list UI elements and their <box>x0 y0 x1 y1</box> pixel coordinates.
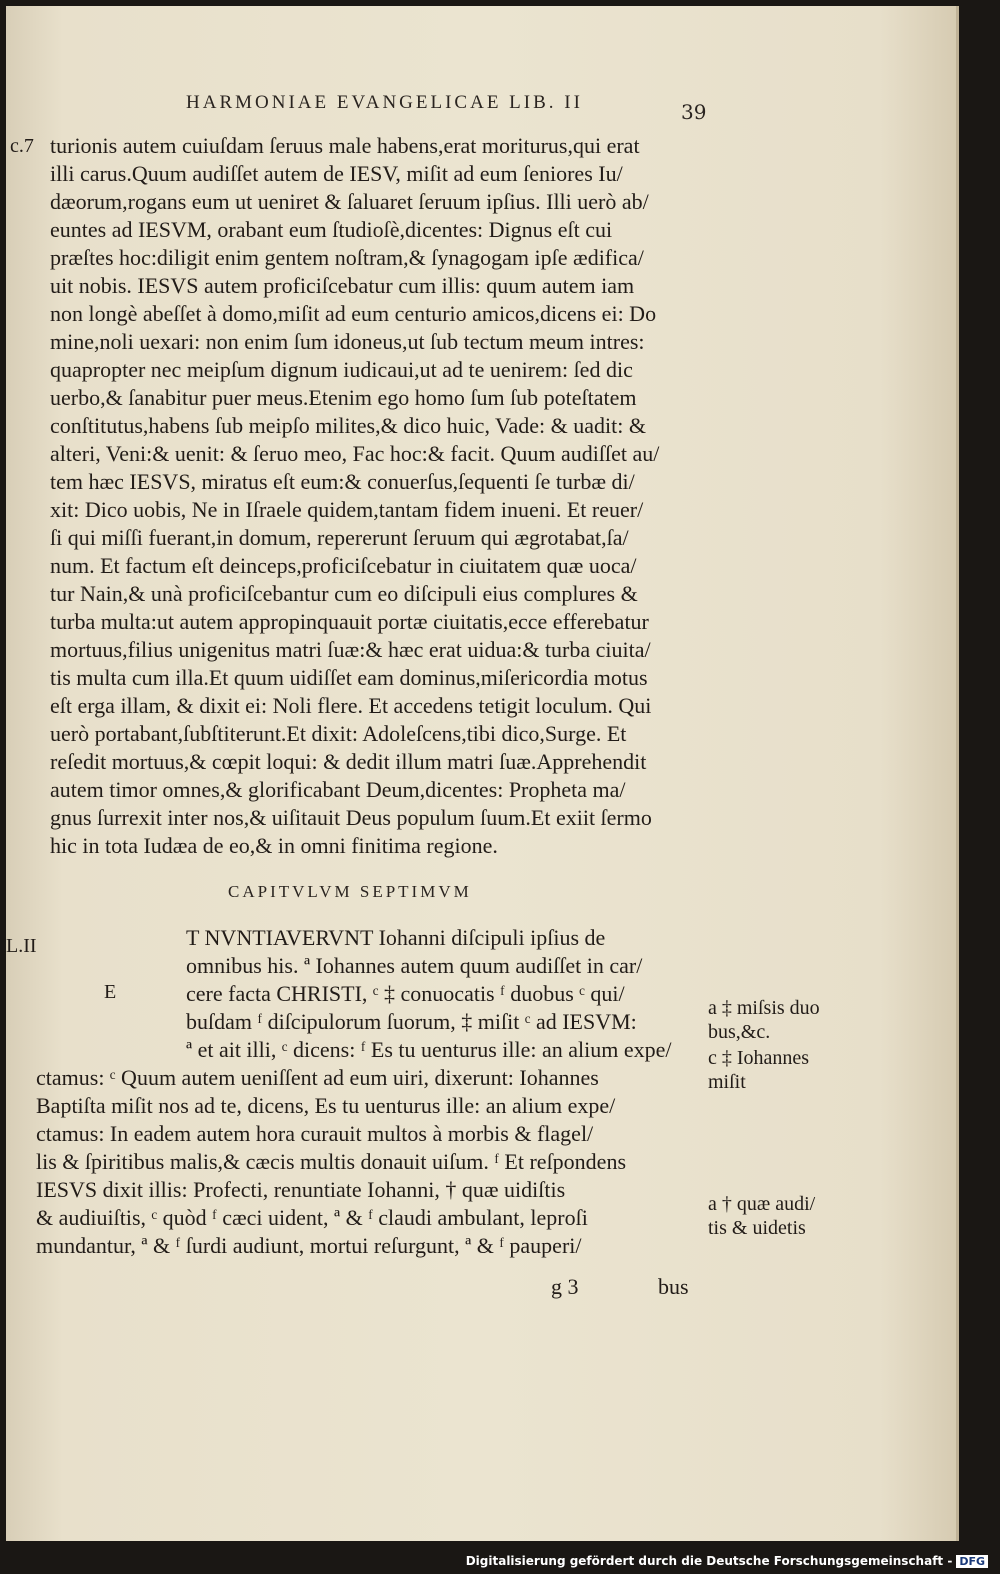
text-line: alteri, Veni:& uenit: & ſeruo meo, Fac hoc:& facit. Quum audiſſet au/ <box>50 441 660 466</box>
text-line: Baptiſta miſit nos ad te, dicens, Es tu uenturus ille: an alium expe/ <box>36 1093 616 1118</box>
catchword: bus <box>658 1274 689 1299</box>
text-line: mortuus,filius unigenitus matri ſuæ:& hæc erat uidua:& turba ciuita/ <box>50 637 651 662</box>
text-line: euntes ad IESVM, orabant eum ſtudioſè,dicentes: Dignus eſt cui <box>50 217 613 242</box>
digitization-footer <box>466 1554 988 1568</box>
chapter-heading: CAPITVLVM SEPTIMVM <box>228 882 472 901</box>
side-note: a ‡ miſsis duo <box>708 997 820 1019</box>
footer-text: Digitalisierung gefördert durch die Deutsche Forschungsgemeinschaft - <box>465 1554 953 1568</box>
body-text <box>50 132 740 860</box>
text-line: buſdam ᶠ diſcipulorum ſuorum, ‡ miſit ᶜ ad IESVM: <box>186 1009 637 1034</box>
text-line: tur Nain,& unà proficiſcebantur cum eo diſcipuli eius complures & <box>50 581 638 606</box>
text-line: lis & ſpiritibus malis,& cæcis multis donauit uiſum. ᶠ Et reſpondens <box>36 1149 627 1174</box>
text-line: ctamus: ᶜ Quum autem ueniſſent ad eum uiri, dixerunt: Iohannes <box>36 1065 599 1090</box>
text-line: dæorum,rogans eum ut ueniret & ſaluaret ſeruum ipſius. Illi uerò ab/ <box>50 189 649 214</box>
side-note: bus,&c. <box>708 1021 771 1043</box>
book-page <box>6 6 959 1541</box>
text-line: tem hæc IESVS, miratus eſt eum:& conuerſus,ſequenti ſe turbæ di/ <box>50 469 635 494</box>
text-line: xit: Dico uobis, Ne in Iſraele quidem,tantam fidem inueni. Et reuer/ <box>50 497 644 522</box>
running-head: HARMONIAE EVANGELICAE LIB. II <box>186 92 583 113</box>
text-line: quapropter nec meipſum dignum iudicaui,ut ad te uenirem: ſed dic <box>50 357 633 382</box>
side-note: tis & uidetis <box>708 1217 806 1239</box>
text-line: uerò portabant,ſubſtiterunt.Et dixit: Adoleſcens,tibi dico,Surge. Et <box>50 721 627 746</box>
text-line: eſt erga illam, & dixit ei: Noli flere. Et accedens tetigit loculum. Qui <box>50 693 652 718</box>
text-line: gnus ſurrexit inter nos,& uiſitauit Deus populum ſuum.Et exiit ſermo <box>50 805 652 830</box>
text-line: num. Et factum eſt deinceps,proficiſcebatur in ciuitatem quæ uoca/ <box>50 553 637 578</box>
chapter-text <box>36 924 716 1260</box>
text-line: mine,noli uexari: non enim ſum idoneus,ut ſub tectum meum intres: <box>50 329 645 354</box>
text-line: cere facta CHRISTI, ᶜ ‡ conuocatis ᶠ duobus ᶜ qui/ <box>186 981 625 1006</box>
text-line: omnibus his. ª Iohannes autem quum audiſſet in car/ <box>186 953 643 978</box>
text-line: turionis autem cuiuſdam ſeruus male habens,erat moriturus,qui erat <box>50 133 640 158</box>
text-line: & audiuiſtis, ᶜ quòd ᶠ cæci uident, ª & ᶠ claudi ambulant, leproſi <box>36 1205 588 1230</box>
side-note: a † quæ audi/ <box>708 1193 816 1215</box>
text-line: IESVS dixit illis: Profecti, renuntiate Iohanni, † quæ uidiſtis <box>36 1177 566 1202</box>
text-line: præſtes hoc:diligit enim gentem noſtram,& ſynagogam ipſe ædifica/ <box>50 245 644 270</box>
margin-note-chapter: c.7 <box>10 135 34 157</box>
text-line: ſi qui miſſi fuerant,in domum, repererunt ſeruum qui ægrotabat,ſa/ <box>50 525 629 550</box>
drop-cap: E <box>104 981 117 1003</box>
signature-mark: g 3 <box>551 1274 579 1299</box>
text-line: ctamus: In eadem autem hora curauit multos à morbis & flagel/ <box>36 1121 594 1146</box>
text-line: illi carus.Quum audiſſet autem de IESV, miſit ad eum ſeniores Iu/ <box>50 161 623 186</box>
text-line: non longè abeſſet à domo,miſit ad eum centurio amicos,dicens ei: Do <box>50 301 657 326</box>
text-line: conſtitutus,habens ſub meipſo milites,& dico huic, Vade: & uadit: & <box>50 413 646 438</box>
text-line: hic in tota Iudæa de eo,& in omni finitima regione. <box>50 833 498 858</box>
text-line: autem timor omnes,& glorificabant Deum,dicentes: Propheta ma/ <box>50 777 626 802</box>
text-line: T NVNTIAVERVNT Iohanni diſcipuli ipſius de <box>186 925 606 950</box>
text-line: uit nobis. IESVS autem proficiſcebatur cum illis: quum autem iam <box>50 273 635 298</box>
side-note: c ‡ Iohannes <box>708 1047 810 1069</box>
dfg-logo-icon: DFG <box>956 1555 988 1568</box>
margin-note-luke: L.II <box>6 935 37 957</box>
text-line: tis multa cum illa.Et quum uidiſſet eam dominus,miſericordia motus <box>50 665 648 690</box>
side-note: miſit <box>708 1071 746 1093</box>
text-line: reſedit mortuus,& cœpit loqui: & dedit illum matri ſuæ.Apprehendit <box>50 749 647 774</box>
text-line: uerbo,& ſanabitur puer meus.Etenim ego homo ſum ſub poteſtatem <box>50 385 637 410</box>
text-line: ª et ait illi, ᶜ dicens: ᶠ Es tu uenturus ille: an alium expe/ <box>186 1037 672 1062</box>
text-line: mundantur, ª & ᶠ ſurdi audiunt, mortui reſurgunt, ª & ᶠ pauperi/ <box>36 1233 582 1258</box>
page-number: 39 <box>681 100 707 124</box>
text-line: turba multa:ut autem appropinquauit portæ ciuitatis,ecce efferebatur <box>50 609 649 634</box>
